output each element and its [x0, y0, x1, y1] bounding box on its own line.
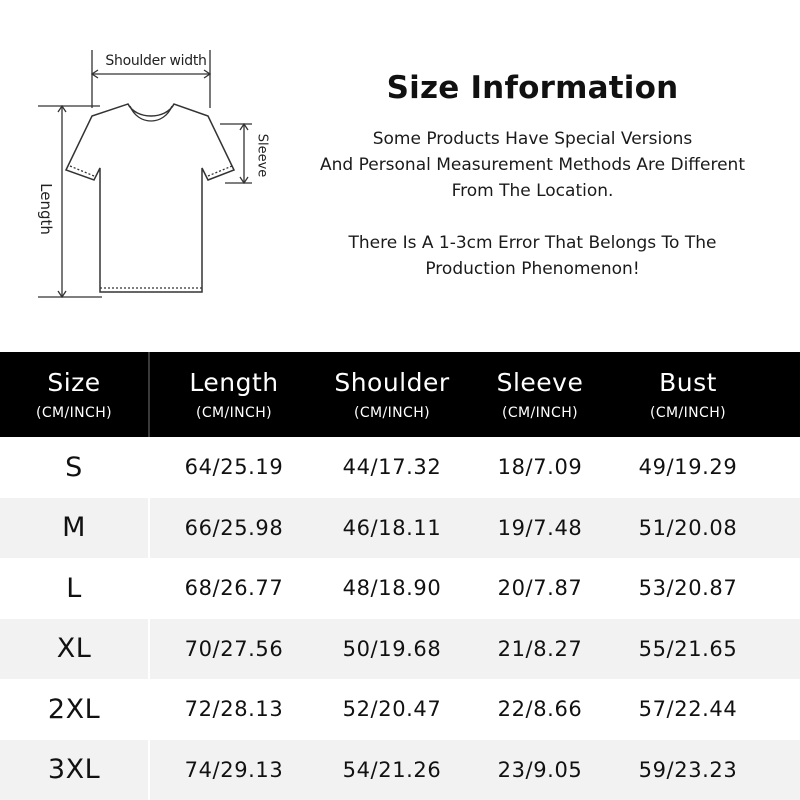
header-unit: (CM/INCH): [354, 404, 430, 421]
header-unit: (CM/INCH): [36, 404, 112, 421]
shoulder-width-label: Shoulder width: [105, 53, 207, 69]
size-information-panel: [290, 70, 775, 282]
sleeve-cell: 19/7.48: [497, 515, 583, 540]
length-cell: 72/28.13: [184, 697, 284, 722]
bust-cell: 55/21.65: [638, 636, 738, 661]
sleeve-cell: 20/7.87: [497, 576, 583, 601]
length-cell: 64/25.19: [184, 455, 284, 480]
bust-cell: 57/22.44: [638, 697, 738, 722]
shoulder-cell: 46/18.11: [342, 515, 442, 540]
bust-cell: 49/19.29: [638, 455, 738, 480]
header-sleeve: [466, 352, 614, 437]
size-cell: S: [65, 451, 83, 483]
bust-cell: 53/20.87: [638, 576, 738, 601]
table-row-l: [0, 558, 800, 619]
bust-cell: 59/23.23: [638, 757, 738, 782]
length-cell: 68/26.77: [184, 576, 284, 601]
shoulder-cell: 50/19.68: [342, 636, 442, 661]
header-name: Shoulder: [334, 367, 450, 397]
version-note: [290, 126, 775, 204]
header-unit: (CM/INCH): [196, 404, 272, 421]
table-row-m: [0, 498, 800, 559]
table-row-xl: [0, 619, 800, 680]
size-information-title: Size Information: [386, 70, 679, 106]
size-cell: 3XL: [47, 754, 101, 786]
bust-cell: 51/20.08: [638, 515, 738, 540]
sleeve-cell: 18/7.09: [497, 455, 583, 480]
header-bust: [614, 352, 762, 437]
sleeve-cell: 22/8.66: [497, 697, 583, 722]
length-label: Length: [37, 183, 55, 235]
header-name: Sleeve: [496, 367, 584, 397]
size-cell: XL: [56, 633, 92, 665]
tshirt-outline-icon: [30, 40, 280, 310]
sleeve-label: Sleeve: [254, 133, 270, 178]
table-row-2xl: [0, 679, 800, 740]
length-cell: 66/25.98: [184, 515, 284, 540]
shoulder-cell: 54/21.26: [342, 757, 442, 782]
error-note-line-2: Production Phenomenon!: [425, 259, 640, 279]
header-name: Bust: [659, 367, 717, 397]
tshirt-measurement-diagram: [30, 40, 280, 310]
size-cell: L: [66, 572, 82, 604]
header-name: Length: [189, 367, 279, 397]
size-cell: M: [62, 512, 86, 544]
size-cell: 2XL: [47, 693, 101, 725]
table-header: [0, 352, 800, 437]
header-size: [0, 352, 148, 437]
shoulder-cell: 52/20.47: [342, 697, 442, 722]
version-note-line-1: Some Products Have Special Versions: [372, 129, 693, 149]
shoulder-cell: 44/17.32: [342, 455, 442, 480]
error-note: [290, 230, 775, 282]
header-name: Size: [47, 367, 101, 397]
length-cell: 70/27.56: [184, 636, 284, 661]
header-unit: (CM/INCH): [650, 404, 726, 421]
header-unit: (CM/INCH): [502, 404, 578, 421]
table-row-s: [0, 437, 800, 498]
version-note-line-2: And Personal Measurement Methods Are Different: [319, 155, 745, 175]
sleeve-cell: 23/9.05: [497, 757, 583, 782]
error-note-line-1: There Is A 1-3cm Error That Belongs To The: [348, 233, 717, 253]
table-row-3xl: [0, 740, 800, 800]
header-length: [150, 352, 318, 437]
size-chart-table: [0, 352, 800, 800]
sleeve-cell: 21/8.27: [497, 636, 583, 661]
shoulder-cell: 48/18.90: [342, 576, 442, 601]
length-cell: 74/29.13: [184, 757, 284, 782]
header-shoulder: [318, 352, 466, 437]
version-note-line-3: From The Location.: [451, 181, 614, 201]
